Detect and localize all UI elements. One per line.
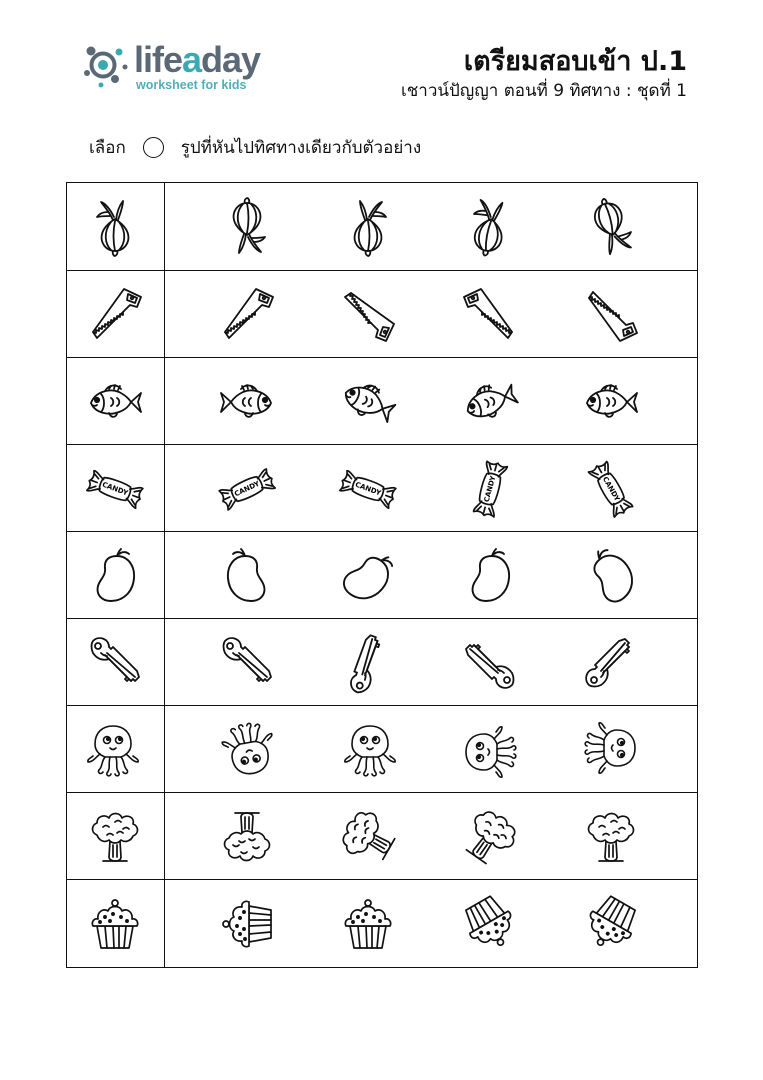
choice-saw-1-icon[interactable] (215, 283, 279, 347)
choice-candy-4-icon[interactable] (579, 457, 643, 521)
choice-octopus-2-icon[interactable] (336, 718, 400, 782)
example-saw-icon (83, 283, 147, 347)
candy-label: CANDY (600, 475, 622, 503)
example-onion-icon (83, 195, 147, 259)
candy-label: CANDY (233, 479, 261, 499)
choice-mango-1-icon[interactable] (215, 544, 279, 608)
choice-fish-1-icon[interactable] (215, 370, 279, 434)
choice-mango-2-icon[interactable] (336, 544, 400, 608)
choice-saw-4-icon[interactable] (579, 283, 643, 347)
exercise-row-onion (67, 183, 697, 270)
choice-mango-4-icon[interactable] (579, 544, 643, 608)
exercise-row-candy (67, 444, 697, 532)
choice-onion-3-icon[interactable] (458, 195, 522, 259)
choice-key-1-icon[interactable] (215, 631, 279, 695)
choice-fish-4-icon[interactable] (579, 370, 643, 434)
choice-key-4-icon[interactable] (579, 631, 643, 695)
exercise-row-mango (67, 531, 697, 619)
example-candy-icon (83, 457, 147, 521)
example-key-icon (83, 631, 147, 695)
choice-onion-2-icon[interactable] (336, 195, 400, 259)
choice-broccoli-4-icon[interactable] (579, 805, 643, 869)
example-fish-icon (83, 370, 147, 434)
exercise-row-fish (67, 357, 697, 445)
candy-label: CANDY (354, 480, 382, 498)
choice-cupcake-3-icon[interactable] (458, 892, 522, 956)
circle-symbol-icon (143, 137, 164, 158)
brand-tagline: worksheet for kids (136, 78, 247, 92)
brand-name: lifeaday (134, 39, 261, 80)
instruction (89, 134, 421, 160)
page-subtitle: เชาวน์ปัญญา ตอนที่ 9 ทิศทาง : ชุดที่ 1 (400, 81, 687, 101)
choice-broccoli-3-icon[interactable] (458, 805, 522, 869)
choice-octopus-1-icon[interactable] (215, 718, 279, 782)
choice-candy-2-icon[interactable] (336, 457, 400, 521)
choice-onion-4-icon[interactable] (579, 195, 643, 259)
choice-octopus-3-icon[interactable] (458, 718, 522, 782)
lifeaday-logo-icon (82, 41, 132, 91)
exercise-grid (66, 182, 698, 968)
choice-broccoli-1-icon[interactable] (215, 805, 279, 869)
candy-label: CANDY (482, 475, 498, 503)
choice-cupcake-2-icon[interactable] (336, 892, 400, 956)
choice-cupcake-4-icon[interactable] (579, 892, 643, 956)
exercise-row-octopus (67, 705, 697, 793)
instruction-lead: เลือก (89, 137, 126, 158)
choice-saw-2-icon[interactable] (336, 283, 400, 347)
page-title: เตรียมสอบเข้า ป.1 (463, 46, 687, 77)
choice-cupcake-1-icon[interactable] (215, 892, 279, 956)
brand-logo (82, 38, 282, 98)
choice-candy-1-icon[interactable] (215, 457, 279, 521)
example-mango-icon (83, 544, 147, 608)
choice-key-3-icon[interactable] (458, 631, 522, 695)
example-broccoli-icon (83, 805, 147, 869)
exercise-row-cupcake (67, 879, 697, 967)
exercise-row-saw (67, 270, 697, 358)
exercise-row-broccoli (67, 792, 697, 880)
choice-mango-3-icon[interactable] (458, 544, 522, 608)
instruction-text: รูปที่หันไปทิศทางเดียวกับตัวอย่าง (180, 137, 422, 158)
example-octopus-icon (83, 718, 147, 782)
exercise-row-key (67, 618, 697, 706)
choice-fish-2-icon[interactable] (336, 370, 400, 434)
choice-saw-3-icon[interactable] (458, 283, 522, 347)
choice-onion-1-icon[interactable] (215, 195, 279, 259)
candy-label: CANDY (101, 480, 129, 498)
example-cupcake-icon (83, 892, 147, 956)
choice-fish-3-icon[interactable] (458, 370, 522, 434)
choice-broccoli-2-icon[interactable] (336, 805, 400, 869)
choice-candy-3-icon[interactable] (458, 457, 522, 521)
choice-key-2-icon[interactable] (336, 631, 400, 695)
choice-octopus-4-icon[interactable] (579, 718, 643, 782)
